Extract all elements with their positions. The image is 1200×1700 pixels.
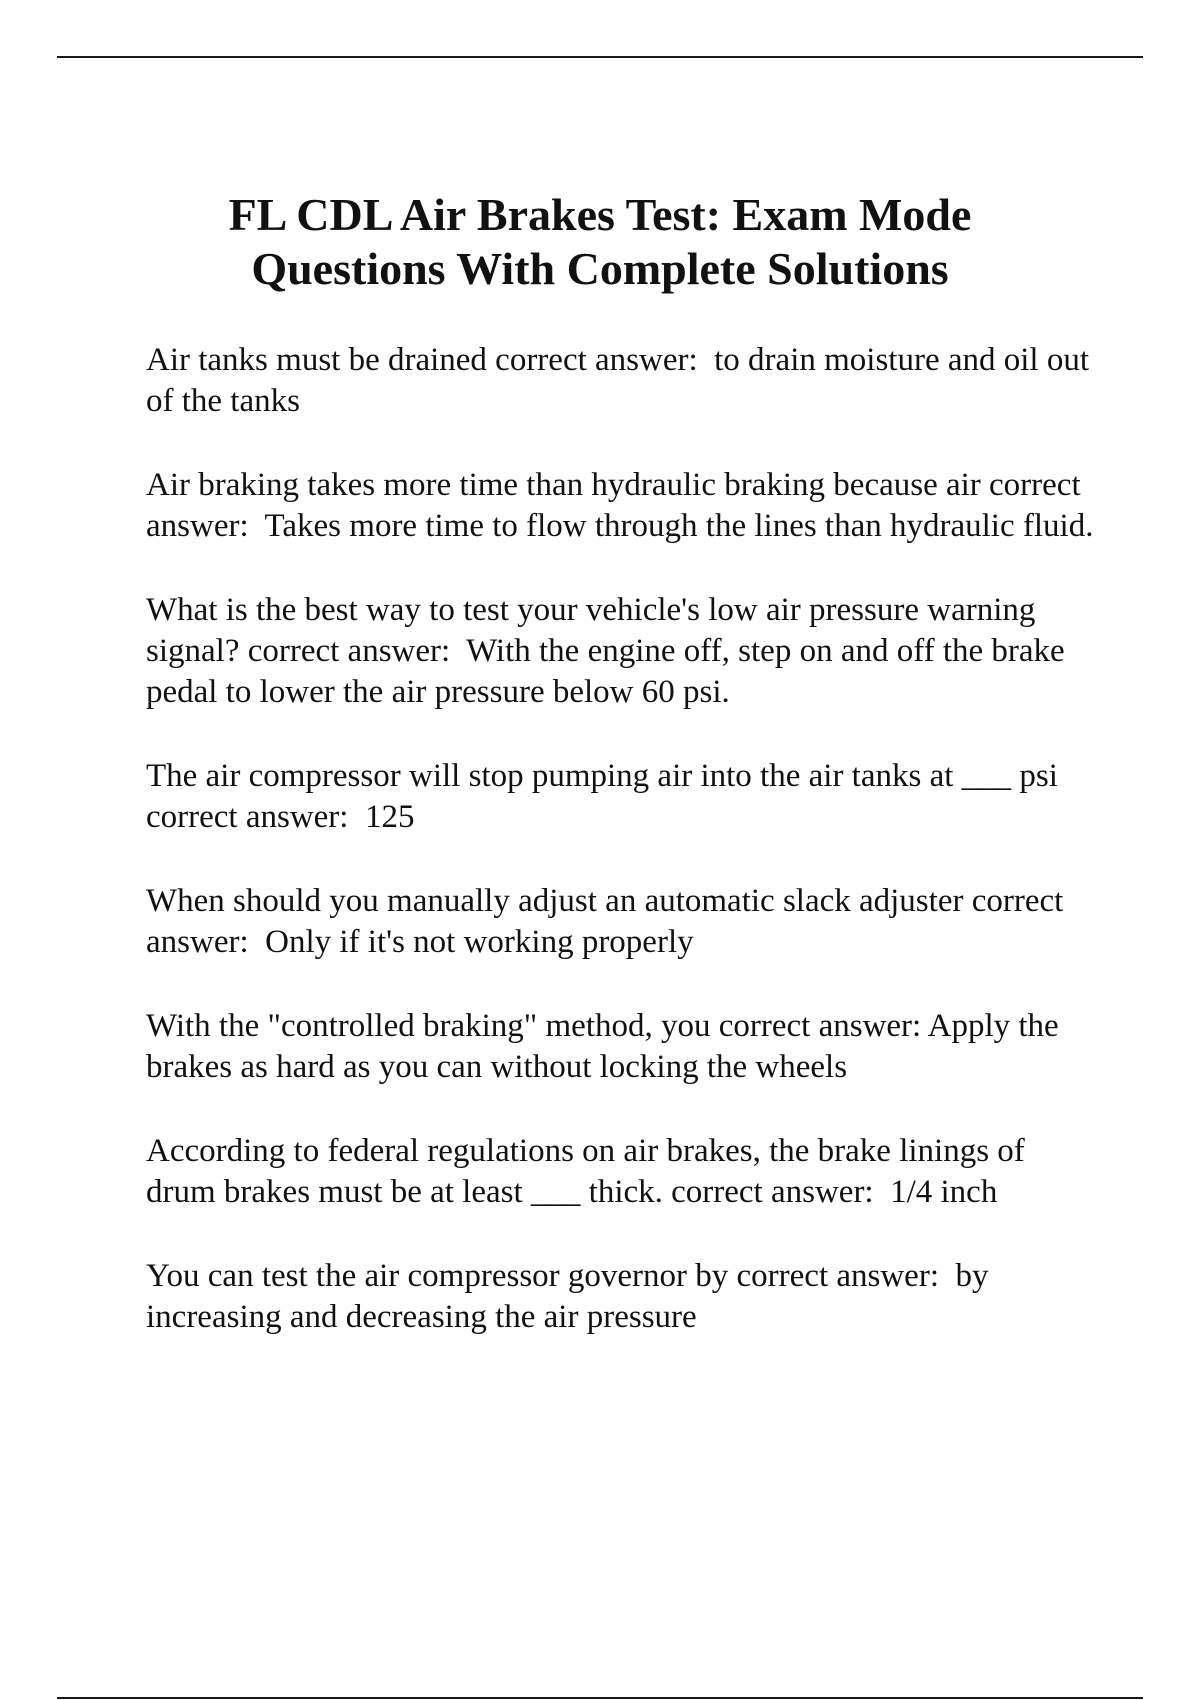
- question-answer-list: [146, 340, 1096, 1381]
- qa-item-5: When should you manually adjust an automatic slack adjuster correct answer: Only if it's not working properly: [146, 883, 1072, 960]
- bottom-rule: [57, 1697, 1143, 1699]
- title-line-1: FL CDL Air Brakes Test: Exam Mode: [228, 189, 972, 240]
- qa-item-7: According to federal regulations on air brakes, the brake linings of drum brakes must be at least ___ thick. correct answer: 1/4 inch: [146, 1133, 1034, 1210]
- qa-item-2: Air braking takes more time than hydraulic braking because air correct answer: Takes more time to flow through the lines than hydraulic fluid.: [146, 467, 1094, 544]
- qa-item-4: The air compressor will stop pumping air into the air tanks at ___ psi correct answer: 125: [146, 758, 1067, 835]
- title-line-2: Questions With Complete Solutions: [251, 243, 949, 294]
- qa-item-1: Air tanks must be drained correct answer: to drain moisture and oil out of the tanks: [146, 342, 1098, 419]
- top-rule: [57, 56, 1143, 58]
- document-title: [100, 188, 1100, 296]
- qa-item-8: You can test the air compressor governor by correct answer: by increasing and decreasing the air pressure: [146, 1258, 997, 1335]
- qa-item-6: With the "controlled braking" method, you correct answer: Apply the brakes as hard as you can without locking the wheels: [146, 1008, 1067, 1085]
- qa-item-3: What is the best way to test your vehicle's low air pressure warning signal? correct answer: With the engine off, step on and off the brake pedal to lower the air pressure below 60 psi.: [146, 592, 1073, 710]
